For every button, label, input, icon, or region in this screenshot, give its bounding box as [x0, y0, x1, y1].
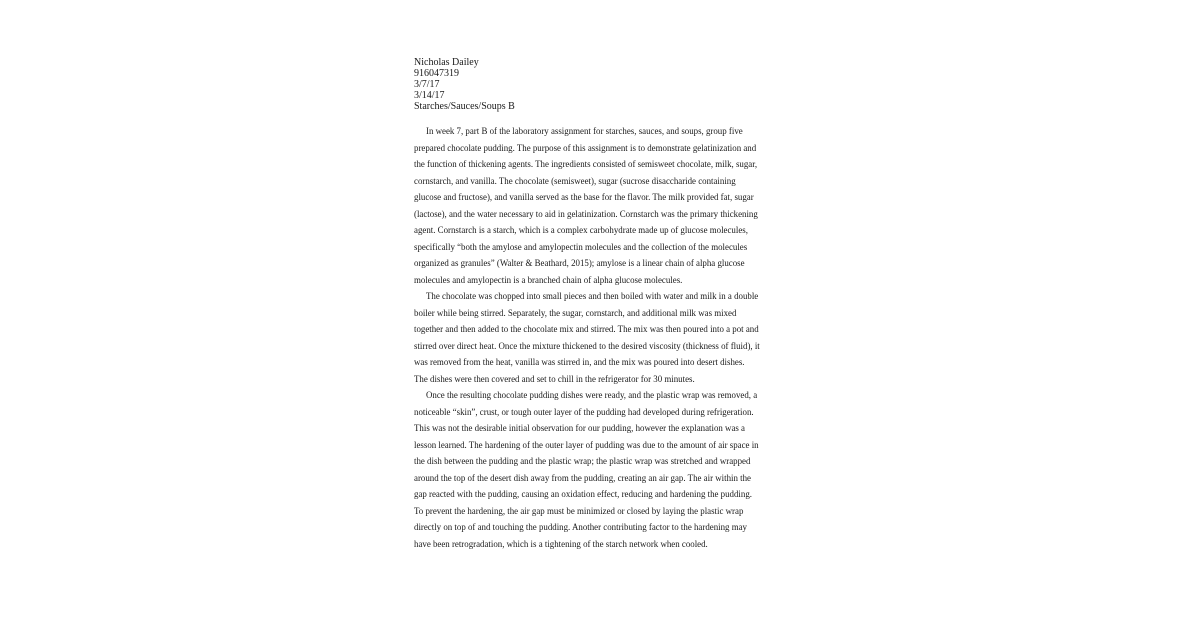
text-line: have been retrogradation, which is a tightening of the starch network when cooled.: [414, 538, 708, 549]
text-line: Once the resulting chocolate pudding dishes were ready, and the plastic wrap was removed, a: [426, 390, 758, 400]
text-line: (lactose), and the water necessary to aid in gelatinization. Cornstarch was the primary thickening: [414, 208, 758, 219]
text-line: molecules and amylopectin is a branched chain of alpha glucose molecules.: [414, 274, 683, 285]
text-line: noticeable “skin”, crust, or tough outer layer of the pudding had developed during refrigeration.: [414, 406, 754, 417]
text-line: prepared chocolate pudding. The purpose of this assignment is to demonstrate gelatinization and: [414, 142, 757, 153]
document-header: [414, 57, 794, 112]
text-line: cornstarch, and vanilla. The chocolate (semisweet), sugar (sucrose disaccharide containing: [414, 175, 736, 186]
paragraph-2: [414, 288, 794, 387]
text-line: organized as granules” (Walter & Beathard, 2015); amylose is a linear chain of alpha glucose: [414, 258, 745, 268]
text-line: The dishes were then covered and set to chill in the refrigerator for 30 minutes.: [414, 373, 695, 384]
text-line: This was not the desirable initial observation for our pudding, however the explanation was a: [414, 423, 746, 433]
text-line: gap reacted with the pudding, causing an oxidation effect, reducing and hardening the pudding.: [414, 489, 752, 499]
text-line: specifically “both the amylose and amylopectin molecules and the collection of the molecules: [414, 241, 748, 252]
text-line: around the top of the desert dish away from the pudding, creating an air gap. The air within the: [414, 472, 751, 483]
due-date: 3/14/17: [414, 90, 445, 101]
text-line: agent. Cornstarch is a starch, which is a complex carbohydrate made up of glucose molecules,: [414, 225, 748, 235]
text-line: lesson learned. The hardening of the outer layer of pudding was due to the amount of air space in: [414, 439, 759, 450]
lab-topic: Starches/Sauces/Soups B: [414, 101, 515, 112]
paragraph-1: [414, 123, 794, 288]
document-body: [414, 123, 794, 552]
text-line: In week 7, part B of the laboratory assignment for starches, sauces, and soups, group five: [426, 126, 743, 136]
text-line: The chocolate was chopped into small pieces and then boiled with water and milk in a double: [426, 291, 759, 301]
text-line: directly on top of and touching the pudding. Another contributing factor to the hardening may: [414, 522, 747, 532]
document-page: [414, 57, 794, 552]
text-line: the function of thickening agents. The ingredients consisted of semisweet chocolate, milk, sugar,: [414, 159, 758, 169]
text-line: To prevent the hardening, the air gap must be minimized or closed by laying the plastic wrap: [414, 505, 744, 516]
student-id: 916047319: [414, 68, 459, 79]
text-line: the dish between the pudding and the plastic wrap; the plastic wrap was stretched and wrapped: [414, 456, 751, 466]
paragraph-3: [414, 387, 794, 552]
text-line: was removed from the heat, vanilla was stirred in, and the mix was poured into desert dishes.: [414, 357, 745, 367]
text-line: boiler while being stirred. Separately, the sugar, cornstarch, and additional milk was mixed: [414, 307, 737, 318]
text-line: together and then added to the chocolate mix and stirred. The mix was then poured into a pot and: [414, 324, 759, 334]
author-name: Nicholas Dailey: [414, 57, 479, 68]
lab-date: 3/7/17: [414, 79, 440, 90]
text-line: stirred over direct heat. Once the mixture thickened to the desired viscosity (thickness of fluid), it: [414, 340, 760, 351]
text-line: glucose and fructose), and vanilla served as the base for the flavor. The milk provided fat, sugar: [414, 192, 754, 202]
